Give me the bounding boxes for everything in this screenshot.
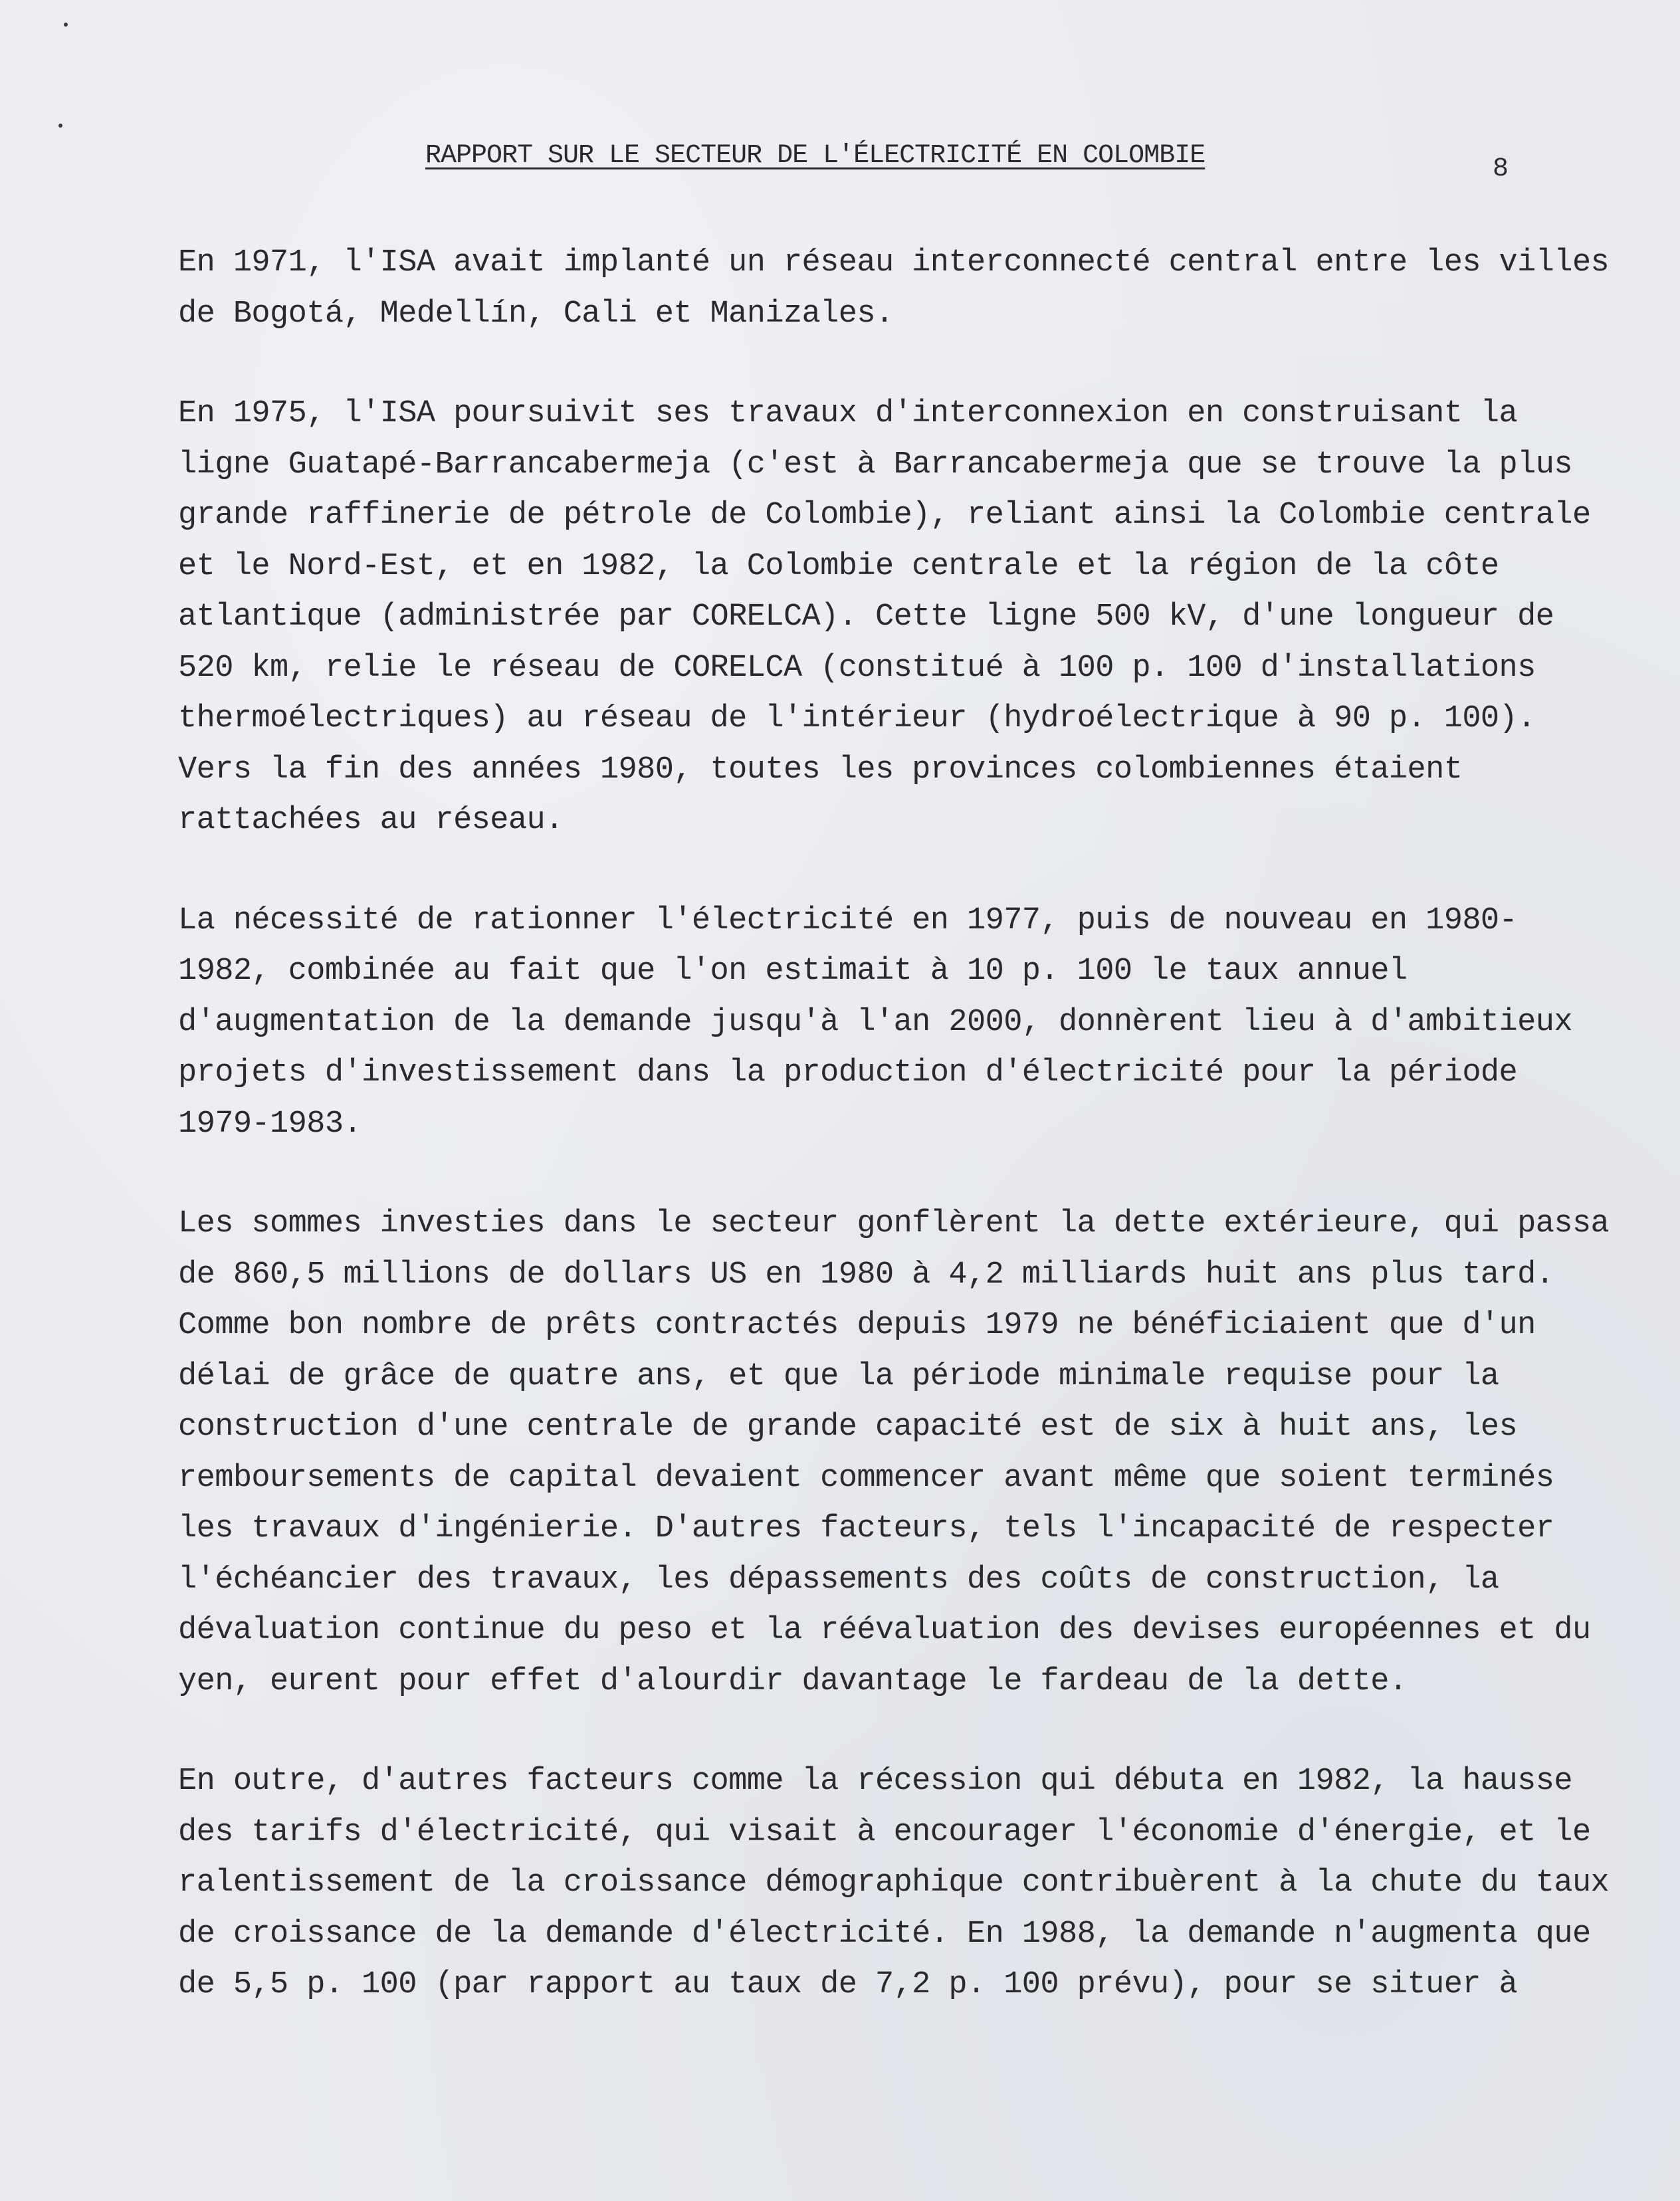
text-line: l'échéancier des travaux, les dépassements des coûts de construction, la xyxy=(178,1562,1499,1598)
text-line: En 1975, l'ISA poursuivit ses travaux d'interconnexion en construisant la xyxy=(178,396,1518,431)
text-line: 520 km, relie le réseau de CORELCA (constitué à 100 p. 100 d'installations xyxy=(178,650,1536,686)
text-line: Les sommes investies dans le secteur gonflèrent la dette extérieure, qui passa xyxy=(178,1206,1610,1241)
text-line: En outre, d'autres facteurs comme la récession qui débuta en 1982, la hausse xyxy=(178,1764,1572,1799)
paragraph xyxy=(178,238,1610,340)
text-line: de 860,5 millions de dollars US en 1980 à 4,2 milliards huit ans plus tard. xyxy=(178,1257,1554,1293)
page-number: 8 xyxy=(1493,154,1509,184)
text-line: d'augmentation de la demande jusqu'à l'an 2000, donnèrent lieu à d'ambitieux xyxy=(178,1004,1572,1040)
text-line: ligne Guatapé-Barrancabermeja (c'est à Barrancabermeja que se trouve la plus xyxy=(178,447,1572,482)
text-line: de croissance de la demande d'électricité. En 1988, la demande n'augmenta que xyxy=(178,1916,1591,1952)
text-line: de 5,5 p. 100 (par rapport au taux de 7,2 p. 100 prévu), pour se situer à xyxy=(178,1967,1518,2002)
text-line: La nécessité de rationner l'électricité en 1977, puis de nouveau en 1980- xyxy=(178,902,1518,938)
text-line: rattachées au réseau. xyxy=(178,803,564,838)
text-line: 1979-1983. xyxy=(178,1106,362,1142)
text-line: ralentissement de la croissance démographique contribuèrent à la chute du taux xyxy=(178,1865,1610,1901)
paragraph xyxy=(178,389,1591,847)
text-line: thermoélectriques) au réseau de l'intérieur (hydroélectrique à 90 p. 100). xyxy=(178,701,1536,736)
text-line: des tarifs d'électricité, qui visait à encourager l'économie d'énergie, et le xyxy=(178,1814,1591,1850)
paragraph xyxy=(178,896,1572,1150)
text-line: 1982, combinée au fait que l'on estimait à 10 p. 100 le taux annuel xyxy=(178,954,1408,989)
text-line: yen, eurent pour effet d'alourdir davantage le fardeau de la dette. xyxy=(178,1663,1408,1699)
text-line: construction d'une centrale de grande capacité est de six à huit ans, les xyxy=(178,1410,1518,1445)
paragraph xyxy=(178,1199,1610,1707)
text-line: atlantique (administrée par CORELCA). Cette ligne 500 kV, d'une longueur de xyxy=(178,599,1554,635)
text-line: Vers la fin des années 1980, toutes les provinces colombiennes étaient xyxy=(178,752,1463,787)
text-line: remboursements de capital devaient commencer avant même que soient terminés xyxy=(178,1460,1554,1496)
text-line: dévaluation continue du peso et la réévaluation des devises européennes et du xyxy=(178,1613,1591,1648)
scan-speck xyxy=(58,124,62,128)
scan-speck xyxy=(64,23,68,27)
text-line: et le Nord-Est, et en 1982, la Colombie centrale et la région de la côte xyxy=(178,548,1499,584)
text-line: Comme bon nombre de prêts contractés depuis 1979 ne bénéficiaient que d'un xyxy=(178,1308,1536,1343)
text-line: de Bogotá, Medellín, Cali et Manizales. xyxy=(178,296,894,332)
header-title: RAPPORT SUR LE SECTEUR DE L'ÉLECTRICITÉ EN COLOMBIE xyxy=(425,141,1206,171)
paragraph xyxy=(178,1756,1610,2011)
body-text xyxy=(178,238,1610,2060)
text-line: délai de grâce de quatre ans, et que la période minimale requise pour la xyxy=(178,1358,1499,1394)
text-line: projets d'investissement dans la production d'électricité pour la période xyxy=(178,1055,1518,1091)
text-line: En 1971, l'ISA avait implanté un réseau interconnecté central entre les villes xyxy=(178,245,1610,280)
text-line: les travaux d'ingénierie. D'autres facteurs, tels l'incapacité de respecter xyxy=(178,1511,1554,1546)
text-line: grande raffinerie de pétrole de Colombie), reliant ainsi la Colombie centrale xyxy=(178,498,1591,533)
